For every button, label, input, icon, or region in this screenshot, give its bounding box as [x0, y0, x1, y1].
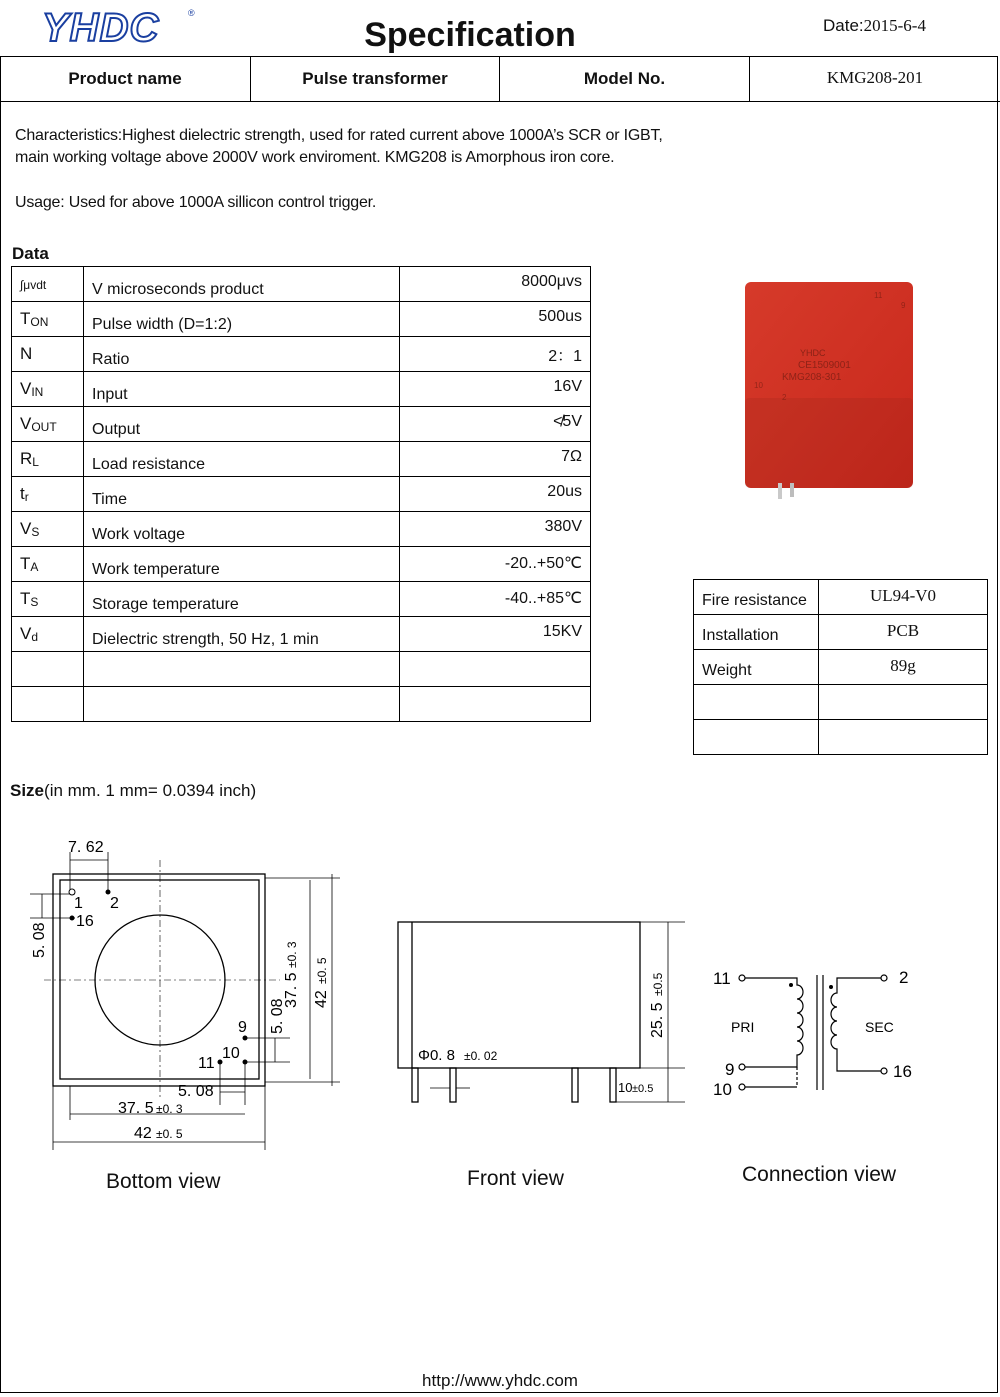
- footer-url[interactable]: http://www.yhdc.com: [422, 1371, 578, 1390]
- dim-pin-diameter: Φ0. 8: [418, 1047, 455, 1064]
- property-key: Installation: [694, 615, 819, 650]
- data-row: [12, 687, 591, 722]
- front-view-drawing: [390, 900, 700, 1110]
- property-row: [694, 685, 988, 720]
- parameter-value: ≮5V: [400, 407, 591, 442]
- model-value: KMG208-201: [826, 68, 924, 87]
- parameter-symbol: [12, 582, 84, 617]
- photo-pin-mark-9: 9: [901, 301, 906, 310]
- pin-label-10: 10: [222, 1045, 240, 1062]
- parameter-description: Ratio: [84, 337, 400, 372]
- conn-pin-2: 2: [899, 968, 909, 987]
- dim-pin-diameter-tol: ±0. 02: [464, 1049, 498, 1063]
- property-row: [694, 650, 988, 685]
- data-row: [12, 267, 591, 302]
- data-row: [12, 337, 591, 372]
- characteristics-line-1: Characteristics:Highest dielectric strength, used for rated current above 1000A’s SCR or IGBT,: [15, 127, 663, 144]
- data-row: [12, 372, 591, 407]
- property-key: [694, 720, 819, 755]
- data-row: [12, 407, 591, 442]
- front-pin-3: [572, 1068, 578, 1102]
- symbol-main: t: [20, 484, 25, 503]
- photo-pin-right: [790, 483, 794, 497]
- document-title: Specification: [364, 16, 576, 54]
- property-row: [694, 615, 988, 650]
- parameter-description: Input: [84, 372, 400, 407]
- symbol-main: ∫μvdt: [20, 278, 47, 292]
- dim-pitch-top: 7. 62: [68, 839, 104, 856]
- data-row: [12, 512, 591, 547]
- conn-pin-11: 11: [713, 969, 731, 988]
- photo-label-line-2: KMG208-301: [782, 372, 842, 383]
- bottom-view-drawing: [20, 830, 360, 1160]
- data-table: [11, 266, 591, 722]
- properties-table: [693, 579, 988, 755]
- symbol-main: N: [20, 344, 33, 363]
- product-photo: [740, 278, 920, 500]
- bottom-view-label: Bottom view: [106, 1170, 221, 1193]
- symbol-main: V: [20, 624, 32, 643]
- symbol-main: T: [20, 554, 31, 573]
- dim-outer-height: 42: [313, 990, 330, 1008]
- photo-pin-left: [778, 483, 782, 499]
- parameter-symbol: [12, 407, 84, 442]
- parameter-description: Work voltage: [84, 512, 400, 547]
- property-key: Fire resistance: [694, 580, 819, 615]
- parameter-value: 20us: [400, 477, 591, 512]
- data-row: [12, 617, 591, 652]
- connection-view-label: Connection view: [742, 1163, 897, 1186]
- parameter-value: -20..+50℃: [400, 547, 591, 582]
- parameter-symbol: [12, 652, 84, 687]
- size-note: (in mm. 1 mm= 0.0394 inch): [44, 781, 257, 800]
- symbol-main: R: [20, 449, 33, 468]
- dim-pin-length-tol: ±0.5: [632, 1083, 654, 1095]
- dim-pin-length: 10: [618, 1080, 633, 1095]
- data-row: [12, 547, 591, 582]
- property-value: PCB: [819, 615, 988, 650]
- parameter-value: 8000μvs: [400, 267, 591, 302]
- parameter-symbol: [12, 372, 84, 407]
- property-row: [694, 580, 988, 615]
- conn-pin-9: 9: [725, 1060, 735, 1079]
- pri-label: PRI: [731, 1019, 755, 1035]
- property-row: [694, 720, 988, 755]
- product-name-label: Product name: [0, 56, 251, 101]
- property-value: 89g: [819, 650, 988, 685]
- parameter-description: [84, 652, 400, 687]
- dim-inner-width-tol: ±0. 3: [156, 1102, 183, 1116]
- parameter-value: 500us: [400, 302, 591, 337]
- symbol-main: V: [20, 519, 32, 538]
- data-row: [12, 442, 591, 477]
- usage-text: Usage: Used for above 1000A sillicon control trigger.: [15, 194, 377, 211]
- symbol-subscript: r: [24, 490, 29, 504]
- symbol-subscript: L: [32, 455, 39, 469]
- symbol-subscript: A: [30, 560, 39, 574]
- property-key: Weight: [694, 650, 819, 685]
- front-pin-1: [412, 1068, 418, 1102]
- dim-outer-height-tol: ±0. 5: [315, 957, 329, 984]
- photo-pin-mark-11: 11: [874, 291, 883, 300]
- size-section-title: [10, 781, 256, 801]
- property-value: UL94-V0: [819, 580, 988, 615]
- dim-body-height: 25. 5: [649, 1002, 666, 1038]
- photo-label-line-1: CE1509001: [798, 360, 851, 371]
- date-value: 2015-6-4: [863, 16, 926, 35]
- parameter-value: [400, 652, 591, 687]
- parameter-description: Load resistance: [84, 442, 400, 477]
- symbol-main: T: [20, 309, 31, 328]
- data-row: [12, 652, 591, 687]
- dim-bottom-offset: 5. 08: [178, 1083, 214, 1100]
- dim-body-height-tol: ±0.5: [651, 972, 665, 996]
- dim-outer-width-tol: ±0. 5: [156, 1127, 183, 1141]
- photo-pin-mark-10: 10: [754, 381, 763, 390]
- parameter-value: 16V: [400, 372, 591, 407]
- photo-pin-mark-2: 2: [782, 393, 787, 402]
- size-title: Size: [10, 781, 45, 800]
- registered-mark: ®: [188, 8, 195, 18]
- parameter-description: Time: [84, 477, 400, 512]
- parameter-symbol: [12, 337, 84, 372]
- symbol-subscript: ON: [30, 315, 49, 329]
- parameter-symbol: [12, 267, 84, 302]
- date-label: Date:: [823, 16, 864, 35]
- symbol-subscript: S: [31, 525, 40, 539]
- parameter-value: [400, 687, 591, 722]
- photo-label-logo: YHDC: [800, 348, 826, 358]
- parameter-symbol: [12, 442, 84, 477]
- dim-right-offset: 5. 08: [269, 998, 286, 1034]
- parameter-symbol: [12, 687, 84, 722]
- transformer-shade: [745, 398, 913, 488]
- parameter-symbol: [12, 512, 84, 547]
- symbol-main: V: [20, 414, 32, 433]
- symbol-main: T: [20, 589, 31, 608]
- characteristics-line-2: main working voltage above 2000V work enviroment. KMG208 is Amorphous iron core.: [15, 149, 615, 166]
- parameter-description: Output: [84, 407, 400, 442]
- parameter-symbol: [12, 617, 84, 652]
- parameter-description: [84, 687, 400, 722]
- parameter-description: Pulse width (D=1:2): [84, 302, 400, 337]
- pin-label-16: 16: [76, 913, 94, 930]
- property-value: [819, 685, 988, 720]
- data-row: [12, 582, 591, 617]
- product-name-value: Pulse transformer: [251, 56, 500, 101]
- parameter-description: Work temperature: [84, 547, 400, 582]
- front-pin-2: [450, 1068, 456, 1102]
- symbol-subscript: OUT: [31, 420, 57, 434]
- logo-text: YHDC: [42, 6, 160, 50]
- parameter-symbol: [12, 302, 84, 337]
- symbol-subscript: d: [31, 630, 39, 644]
- property-key: [694, 685, 819, 720]
- front-pin-4: [610, 1068, 616, 1102]
- sec-label: SEC: [865, 1019, 894, 1035]
- dim-inner-width: 37. 5: [118, 1100, 154, 1117]
- parameter-value: 380V: [400, 512, 591, 547]
- parameter-description: Dielectric strength, 50 Hz, 1 min: [84, 617, 400, 652]
- parameter-description: V microseconds product: [84, 267, 400, 302]
- property-value: [819, 720, 988, 755]
- parameter-value: 15KV: [400, 617, 591, 652]
- connection-view-drawing: [705, 955, 945, 1115]
- symbol-main: V: [20, 379, 32, 398]
- characteristics-text: [15, 125, 663, 169]
- parameter-value: 2：1: [400, 337, 591, 372]
- symbol-subscript: S: [30, 595, 39, 609]
- data-row: [12, 302, 591, 337]
- document-date: [823, 16, 926, 36]
- data-section-title: Data: [12, 244, 49, 263]
- conn-pin-10: 10: [713, 1080, 732, 1099]
- product-header-row: [0, 56, 1000, 102]
- data-row: [12, 477, 591, 512]
- parameter-value: -40..+85℃: [400, 582, 591, 617]
- conn-pin-16: 16: [893, 1062, 912, 1081]
- pin-label-1: 1: [74, 895, 83, 912]
- dim-inner-height: 37. 5: [283, 972, 300, 1008]
- pin-label-11: 11: [198, 1055, 215, 1072]
- parameter-description: Storage temperature: [84, 582, 400, 617]
- parameter-symbol: [12, 547, 84, 582]
- dim-inner-height-tol: ±0. 3: [285, 941, 299, 968]
- dim-left-offset: 5. 08: [31, 922, 48, 958]
- front-view-label: Front view: [467, 1167, 564, 1190]
- parameter-value: 7Ω: [400, 442, 591, 477]
- symbol-subscript: IN: [31, 385, 44, 399]
- parameter-symbol: [12, 477, 84, 512]
- pin-label-9: 9: [238, 1019, 247, 1036]
- dim-outer-width: 42: [134, 1125, 152, 1142]
- pin-label-2: 2: [110, 895, 119, 912]
- model-label: Model No.: [500, 56, 750, 101]
